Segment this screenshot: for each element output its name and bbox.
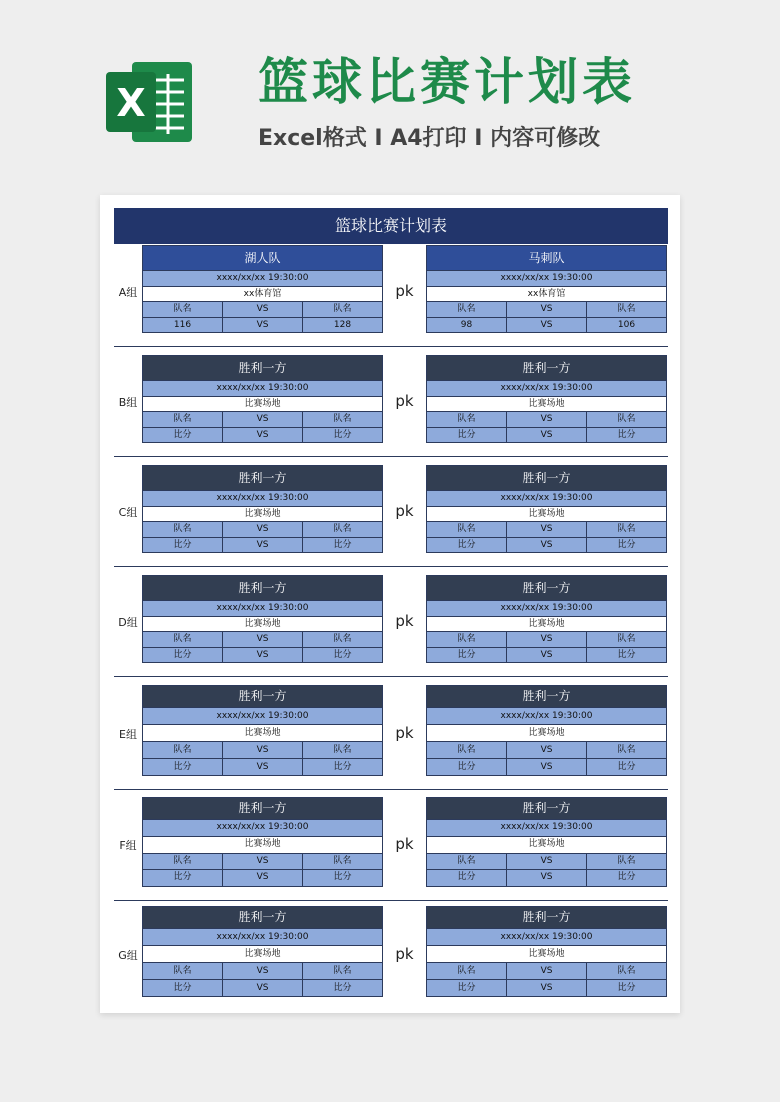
- score-cell[interactable]: 比分: [302, 428, 382, 443]
- match-datetime[interactable]: xxxx/xx/xx 19:30:00: [426, 380, 667, 397]
- match-datetime[interactable]: xxxx/xx/xx 19:30:00: [426, 490, 667, 507]
- score-cell[interactable]: VS: [506, 980, 586, 996]
- team-block-left: [142, 798, 383, 887]
- score-cell[interactable]: 比分: [173, 539, 192, 550]
- team-name-cell[interactable]: 队名: [173, 855, 192, 866]
- score-cell[interactable]: 比分: [457, 429, 476, 440]
- score-row: [426, 537, 667, 554]
- logo-letter: X: [116, 81, 146, 125]
- match-venue[interactable]: 比赛场地: [142, 506, 383, 523]
- score-cell[interactable]: VS: [506, 759, 586, 775]
- score-cell[interactable]: 比分: [302, 648, 382, 663]
- group-label: F组: [119, 839, 137, 852]
- team-name-cell[interactable]: 队名: [457, 745, 476, 755]
- team-name-cell[interactable]: 队名: [457, 855, 476, 866]
- match-datetime[interactable]: xxxx/xx/xx 19:30:00: [426, 270, 667, 287]
- team-name-cell[interactable]: 队名: [173, 634, 192, 644]
- score-cell[interactable]: 128: [302, 318, 382, 333]
- team-header[interactable]: 胜利一方: [426, 355, 667, 381]
- match-datetime[interactable]: xxxx/xx/xx 19:30:00: [426, 600, 667, 617]
- team-name-cell[interactable]: VS: [506, 412, 586, 427]
- team-name-cell[interactable]: 队名: [173, 524, 192, 534]
- team-name-cell[interactable]: 队名: [586, 522, 666, 537]
- team-name-cell[interactable]: VS: [222, 632, 302, 647]
- banner-subtitle: Excel格式 I A4打印 I 内容可修改: [258, 126, 601, 151]
- score-cell[interactable]: 比分: [586, 980, 666, 996]
- team-name-row: [426, 411, 667, 428]
- team-header[interactable]: 胜利一方: [142, 685, 383, 708]
- team-header[interactable]: 胜利一方: [426, 465, 667, 491]
- group-divider: [114, 566, 668, 567]
- team-name-cell[interactable]: 队名: [302, 742, 382, 758]
- score-row: [142, 979, 383, 997]
- pk-label: pk: [395, 944, 414, 963]
- match-datetime[interactable]: xxxx/xx/xx 19:30:00: [142, 600, 383, 617]
- team-name-cell[interactable]: 队名: [302, 412, 382, 427]
- team-name-cell[interactable]: VS: [506, 963, 586, 979]
- team-name-cell[interactable]: 队名: [586, 632, 666, 647]
- match-venue[interactable]: 比赛场地: [426, 836, 667, 854]
- team-name-cell[interactable]: VS: [222, 742, 302, 758]
- group-label: C组: [118, 506, 138, 519]
- team-header[interactable]: 胜利一方: [142, 906, 383, 929]
- match-venue[interactable]: 比赛场地: [426, 506, 667, 523]
- team-block-right: [426, 576, 667, 663]
- team-name-cell[interactable]: 队名: [586, 742, 666, 758]
- excel-logo-icon: [102, 54, 198, 150]
- team-name-row: [142, 301, 383, 318]
- score-cell[interactable]: 106: [586, 318, 666, 333]
- match-venue[interactable]: 比赛场地: [426, 616, 667, 633]
- score-cell[interactable]: 比分: [173, 429, 192, 440]
- score-cell[interactable]: 98: [460, 319, 473, 330]
- team-header[interactable]: 胜利一方: [142, 465, 383, 491]
- match-venue[interactable]: 比赛场地: [142, 836, 383, 854]
- sheet-title: 篮球比赛计划表: [114, 208, 668, 244]
- score-row: [142, 427, 383, 444]
- score-cell[interactable]: 比分: [173, 649, 192, 660]
- team-name-cell[interactable]: 队名: [457, 966, 476, 976]
- score-cell[interactable]: 比分: [457, 649, 476, 660]
- team-name-cell[interactable]: 队名: [302, 963, 382, 979]
- team-name-row: [142, 521, 383, 538]
- match-datetime[interactable]: xxxx/xx/xx 19:30:00: [142, 819, 383, 837]
- score-cell[interactable]: VS: [222, 538, 302, 553]
- score-row: [426, 647, 667, 664]
- group-divider: [114, 456, 668, 457]
- match-datetime[interactable]: xxxx/xx/xx 19:30:00: [426, 707, 667, 725]
- score-cell[interactable]: 比分: [586, 870, 666, 886]
- match-venue[interactable]: 比赛场地: [426, 724, 667, 742]
- score-cell[interactable]: 比分: [457, 872, 476, 883]
- team-header[interactable]: 胜利一方: [426, 685, 667, 708]
- team-block-left: [142, 907, 383, 997]
- score-cell[interactable]: 比分: [586, 648, 666, 663]
- team-name-cell[interactable]: VS: [222, 412, 302, 427]
- match-venue[interactable]: 比赛场地: [426, 945, 667, 963]
- match-group: [114, 356, 668, 448]
- team-header[interactable]: 胜利一方: [142, 797, 383, 820]
- score-row: [426, 979, 667, 997]
- team-name-cell[interactable]: VS: [506, 632, 586, 647]
- team-name-row: [142, 741, 383, 759]
- team-header[interactable]: 胜利一方: [426, 797, 667, 820]
- score-cell[interactable]: VS: [222, 870, 302, 886]
- team-block-left: [142, 356, 383, 443]
- spreadsheet-sheet: [100, 195, 680, 1013]
- team-name-cell[interactable]: 队名: [302, 854, 382, 870]
- team-block-right: [426, 686, 667, 776]
- team-name-row: [142, 962, 383, 980]
- match-group: [114, 576, 668, 668]
- score-cell[interactable]: 比分: [302, 870, 382, 886]
- score-cell[interactable]: 比分: [586, 428, 666, 443]
- group-label: G组: [118, 948, 138, 962]
- score-cell[interactable]: VS: [222, 980, 302, 996]
- team-block-left: [142, 466, 383, 553]
- score-cell[interactable]: VS: [506, 648, 586, 663]
- team-name-cell[interactable]: 队名: [302, 302, 382, 317]
- team-name-cell[interactable]: 队名: [302, 632, 382, 647]
- score-cell[interactable]: 比分: [173, 983, 192, 993]
- group-label: B组: [118, 396, 138, 409]
- match-datetime[interactable]: xxxx/xx/xx 19:30:00: [142, 270, 383, 287]
- score-cell[interactable]: VS: [506, 538, 586, 553]
- score-cell[interactable]: VS: [222, 318, 302, 333]
- team-header[interactable]: 湖人队: [142, 245, 383, 271]
- match-group: [114, 798, 668, 892]
- match-datetime[interactable]: xxxx/xx/xx 19:30:00: [426, 928, 667, 946]
- score-row: [142, 317, 383, 334]
- score-cell[interactable]: VS: [506, 870, 586, 886]
- team-name-cell[interactable]: VS: [506, 522, 586, 537]
- match-datetime[interactable]: xxxx/xx/xx 19:30:00: [142, 707, 383, 725]
- score-cell[interactable]: 比分: [302, 980, 382, 996]
- group-label: D组: [118, 616, 138, 629]
- match-datetime[interactable]: xxxx/xx/xx 19:30:00: [426, 819, 667, 837]
- team-block-left: [142, 686, 383, 776]
- match-venue[interactable]: xx体育馆: [142, 286, 383, 303]
- match-venue[interactable]: 比赛场地: [142, 945, 383, 963]
- team-name-cell[interactable]: VS: [222, 302, 302, 317]
- team-block-right: [426, 246, 667, 333]
- score-cell[interactable]: 比分: [586, 759, 666, 775]
- score-row: [142, 758, 383, 776]
- score-cell[interactable]: 比分: [302, 759, 382, 775]
- match-datetime[interactable]: xxxx/xx/xx 19:30:00: [142, 380, 383, 397]
- match-venue[interactable]: 比赛场地: [142, 396, 383, 413]
- team-name-cell[interactable]: 队名: [457, 304, 476, 314]
- team-name-cell[interactable]: 队名: [173, 966, 192, 976]
- pk-label: pk: [395, 612, 414, 630]
- score-cell[interactable]: 比分: [302, 538, 382, 553]
- team-block-left: [142, 246, 383, 333]
- match-group: [114, 907, 668, 1002]
- pk-label: pk: [395, 282, 414, 300]
- team-block-left: [142, 576, 383, 663]
- team-name-row: [426, 853, 667, 871]
- team-name-cell[interactable]: VS: [222, 854, 302, 870]
- match-group: [114, 466, 668, 558]
- team-name-cell[interactable]: VS: [506, 854, 586, 870]
- team-name-cell[interactable]: 队名: [173, 745, 192, 755]
- score-cell[interactable]: 比分: [457, 762, 476, 772]
- team-name-cell[interactable]: VS: [506, 302, 586, 317]
- match-venue[interactable]: xx体育馆: [426, 286, 667, 303]
- pk-label: pk: [395, 835, 414, 853]
- group-divider: [114, 676, 668, 677]
- score-cell[interactable]: VS: [506, 318, 586, 333]
- pk-label: pk: [395, 502, 414, 520]
- score-cell[interactable]: VS: [222, 759, 302, 775]
- team-block-right: [426, 798, 667, 887]
- score-row: [142, 647, 383, 664]
- group-divider: [114, 789, 668, 790]
- team-name-cell[interactable]: 队名: [302, 522, 382, 537]
- match-venue[interactable]: 比赛场地: [426, 396, 667, 413]
- score-cell[interactable]: VS: [222, 428, 302, 443]
- pk-label: pk: [395, 392, 414, 410]
- team-header[interactable]: 胜利一方: [142, 355, 383, 381]
- team-name-cell[interactable]: 队名: [586, 412, 666, 427]
- score-cell[interactable]: 比分: [586, 538, 666, 553]
- score-row: [426, 758, 667, 776]
- team-name-row: [426, 631, 667, 648]
- match-group: [114, 686, 668, 781]
- team-name-row: [426, 962, 667, 980]
- team-name-row: [142, 853, 383, 871]
- pk-label: pk: [395, 723, 414, 742]
- team-name-cell[interactable]: 队名: [173, 414, 192, 424]
- group-label: A组: [118, 286, 138, 299]
- score-row: [142, 869, 383, 887]
- team-name-row: [142, 631, 383, 648]
- group-divider: [114, 346, 668, 347]
- score-cell[interactable]: 116: [173, 319, 192, 330]
- team-name-row: [426, 741, 667, 759]
- match-datetime[interactable]: xxxx/xx/xx 19:30:00: [142, 490, 383, 507]
- score-cell[interactable]: 比分: [457, 539, 476, 550]
- team-name-cell[interactable]: 队名: [457, 634, 476, 644]
- team-name-cell[interactable]: 队名: [586, 854, 666, 870]
- score-cell[interactable]: 比分: [173, 762, 192, 772]
- team-name-cell[interactable]: VS: [506, 742, 586, 758]
- team-header[interactable]: 胜利一方: [426, 575, 667, 601]
- team-name-cell[interactable]: 队名: [586, 302, 666, 317]
- team-header[interactable]: 马刺队: [426, 245, 667, 271]
- team-block-right: [426, 466, 667, 553]
- team-header[interactable]: 胜利一方: [426, 906, 667, 929]
- team-name-row: [142, 411, 383, 428]
- score-row: [426, 869, 667, 887]
- score-row: [426, 317, 667, 334]
- team-name-cell[interactable]: VS: [222, 522, 302, 537]
- team-header[interactable]: 胜利一方: [142, 575, 383, 601]
- match-datetime[interactable]: xxxx/xx/xx 19:30:00: [142, 928, 383, 946]
- team-name-row: [426, 301, 667, 318]
- score-cell[interactable]: VS: [506, 428, 586, 443]
- score-cell[interactable]: VS: [222, 648, 302, 663]
- score-row: [426, 427, 667, 444]
- score-row: [142, 537, 383, 554]
- team-name-cell[interactable]: 队名: [586, 963, 666, 979]
- team-name-cell[interactable]: 队名: [173, 304, 192, 314]
- group-divider: [114, 900, 668, 901]
- match-venue[interactable]: 比赛场地: [142, 724, 383, 742]
- match-group: [114, 246, 668, 338]
- match-venue[interactable]: 比赛场地: [142, 616, 383, 633]
- score-cell[interactable]: 比分: [457, 983, 476, 993]
- score-cell[interactable]: 比分: [173, 872, 192, 883]
- banner-title: 篮球比赛计划表: [258, 53, 636, 111]
- team-name-cell[interactable]: VS: [222, 963, 302, 979]
- team-name-cell[interactable]: 队名: [457, 414, 476, 424]
- group-label: E组: [119, 727, 137, 741]
- team-block-right: [426, 907, 667, 997]
- team-name-cell[interactable]: 队名: [457, 524, 476, 534]
- team-name-row: [426, 521, 667, 538]
- team-block-right: [426, 356, 667, 443]
